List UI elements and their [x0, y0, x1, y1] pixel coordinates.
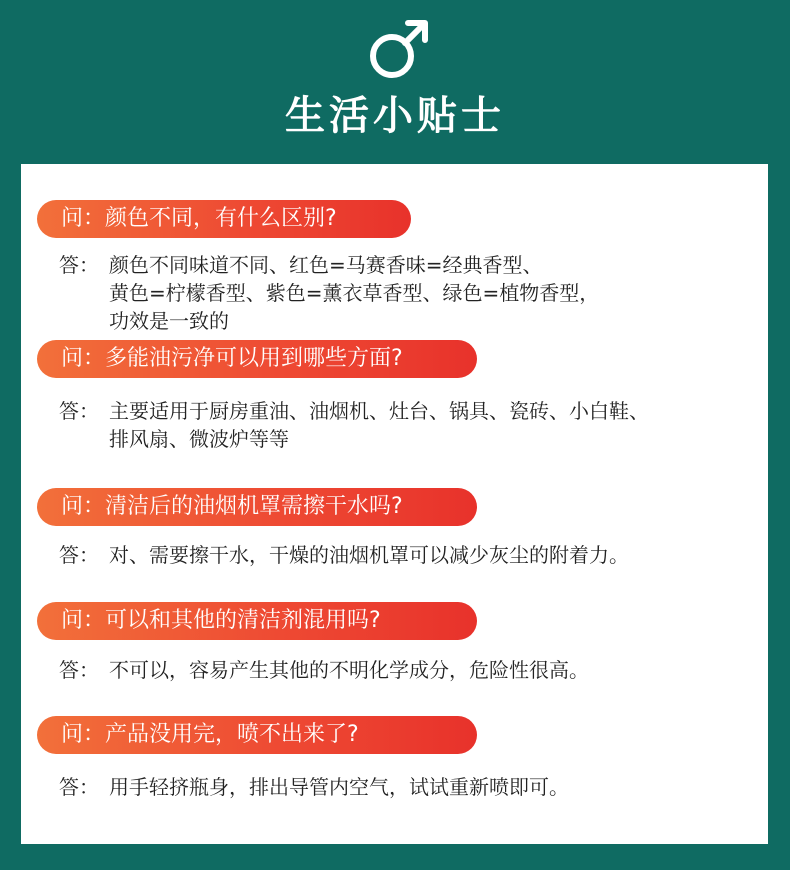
answer-line: 不可以，容易产生其他的不明化学成分，危险性很高。	[109, 658, 589, 682]
question-pill: 问：清洁后的油烟机罩需擦干水吗?	[37, 488, 477, 526]
answer-prefix: 答：	[59, 399, 99, 423]
answer-block	[59, 773, 752, 801]
answer-prefix: 答：	[59, 658, 99, 682]
answer-block	[59, 251, 752, 335]
answer-line: 对、需要擦干水，干燥的油烟机罩可以减少灰尘的附着力。	[109, 543, 629, 567]
page-title: 生活小贴士	[285, 93, 505, 139]
question-pill: 问：可以和其他的清洁剂混用吗?	[37, 602, 477, 640]
tips-card	[21, 164, 768, 844]
question-pill: 问：产品没用完，喷不出来了?	[37, 716, 477, 754]
question-pill: 问：多能油污净可以用到哪些方面?	[37, 340, 477, 378]
answer-line: 颜色不同味道不同、红色=马赛香味=经典香型、	[109, 253, 543, 277]
answer-block	[59, 656, 752, 684]
male-symbol-icon	[364, 14, 434, 84]
answer-line: 用手轻挤瓶身，排出导管内空气，试试重新喷即可。	[109, 775, 569, 799]
answer-line: 黄色=柠檬香型、紫色=薰衣草香型、绿色=植物香型，	[109, 281, 600, 305]
question-pill: 问：颜色不同，有什么区别?	[37, 200, 411, 238]
answer-prefix: 答：	[59, 253, 99, 277]
answer-line: 主要适用于厨房重油、油烟机、灶台、锅具、瓷砖、小白鞋、	[109, 399, 649, 423]
answer-block	[59, 541, 752, 569]
answer-prefix: 答：	[59, 543, 99, 567]
answer-line: 排风扇、微波炉等等	[109, 427, 289, 451]
answer-line: 功效是一致的	[109, 309, 229, 333]
answer-prefix: 答：	[59, 775, 99, 799]
answer-block	[59, 397, 752, 453]
